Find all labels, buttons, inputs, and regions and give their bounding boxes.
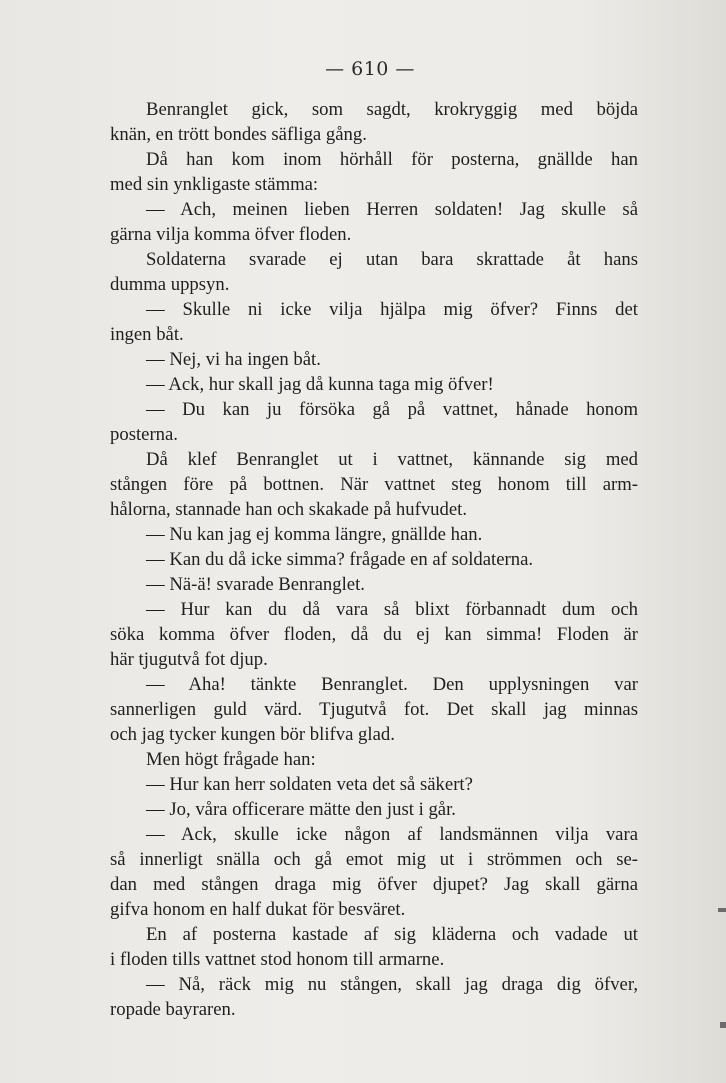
text-line: Då klef Benranglet ut i vattnet, kännande sig med bbox=[146, 449, 638, 470]
text-line: och jag tycker kungen bör blifva glad. bbox=[110, 724, 395, 745]
edge-mark bbox=[718, 908, 726, 912]
text-line: — Ack, hur skall jag då kunna taga mig öfver! bbox=[146, 374, 494, 395]
text-line: — Ack, skulle icke någon af landsmännen vilja vara bbox=[146, 824, 638, 845]
text-line: gifva honom en half dukat för besväret. bbox=[110, 899, 406, 920]
text-line: — Skulle ni icke vilja hjälpa mig öfver? Finns det bbox=[146, 299, 638, 320]
text-line: — Hur kan du då vara så blixt förbannadt dum och bbox=[146, 599, 638, 620]
text-line: så innerligt snälla och gå emot mig ut i strömmen och se- bbox=[110, 849, 638, 870]
text-line: posterna. bbox=[110, 424, 178, 445]
text-line: dan med stången draga mig öfver djupet? Jag skall gärna bbox=[110, 874, 638, 895]
text-line: söka komma öfver floden, då du ej kan simma! Floden är bbox=[110, 624, 638, 645]
text-line: En af posterna kastade af sig kläderna och vadade ut bbox=[146, 924, 638, 945]
edge-mark bbox=[720, 1022, 726, 1028]
text-line: ingen båt. bbox=[110, 324, 184, 345]
text-line: — Aha! tänkte Benranglet. Den upplysningen var bbox=[146, 674, 638, 695]
text-line: här tjugutvå fot djup. bbox=[110, 649, 268, 670]
text-line: dumma uppsyn. bbox=[110, 274, 230, 295]
text-line: Då han kom inom hörhåll för posterna, gnällde han bbox=[146, 149, 638, 170]
text-line: — Hur kan herr soldaten veta det så säkert? bbox=[146, 774, 473, 795]
page-number: — 610 — bbox=[325, 58, 415, 80]
text-line: — Nu kan jag ej komma längre, gnällde han. bbox=[146, 524, 483, 545]
text-line: — Nå, räck mig nu stången, skall jag draga dig öfver, bbox=[146, 974, 638, 995]
text-line: — Nej, vi ha ingen båt. bbox=[146, 349, 321, 370]
text-line: — Nä-ä! svarade Benranglet. bbox=[146, 574, 365, 595]
page-text bbox=[110, 97, 638, 1022]
text-line: — Jo, våra officerare mätte den just i går. bbox=[146, 799, 456, 820]
text-line: Benranglet gick, som sagdt, krokryggig med böjda bbox=[146, 99, 638, 120]
text-line: gärna vilja komma öfver floden. bbox=[110, 224, 352, 245]
text-line: — Kan du då icke simma? frågade en af soldaterna. bbox=[146, 549, 534, 570]
text-line: sannerligen guld värd. Tjugutvå fot. Det skall jag minnas bbox=[110, 699, 638, 720]
text-line: i floden tills vattnet stod honom till armarne. bbox=[110, 949, 445, 970]
text-line: — Du kan ju försöka gå på vattnet, hånade honom bbox=[146, 399, 638, 420]
text-line: Soldaterna svarade ej utan bara skrattade åt hans bbox=[146, 249, 638, 270]
text-line: ropade bayraren. bbox=[110, 999, 236, 1020]
text-line: stången före på bottnen. När vattnet steg honom till arm- bbox=[110, 474, 638, 495]
text-line: Men högt frågade han: bbox=[146, 749, 316, 770]
text-line: — Ach, meinen lieben Herren soldaten! Jag skulle så bbox=[146, 199, 638, 220]
text-line: knän, en trött bondes säfliga gång. bbox=[110, 124, 367, 145]
text-line: hålorna, stannade han och skakade på hufvudet. bbox=[110, 499, 468, 520]
text-line: med sin ynkligaste stämma: bbox=[110, 174, 319, 195]
